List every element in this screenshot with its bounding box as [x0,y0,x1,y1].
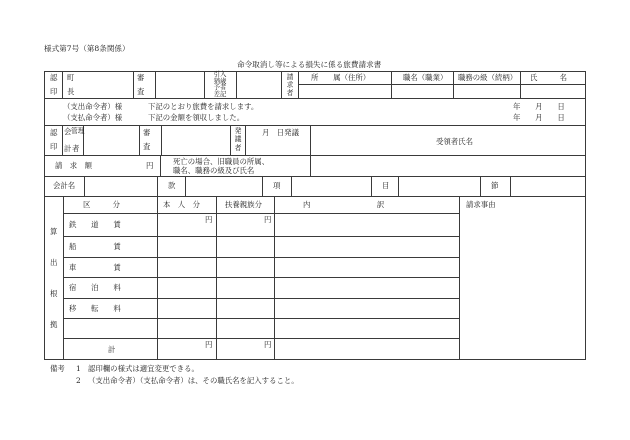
subitem-label: 目 [382,181,390,190]
self-share-yen-unit: 円 [205,215,213,224]
item-label: 項 [273,181,281,190]
row-lodging-fee: 宿 泊 料 [69,283,121,292]
approval-seal-label-top: 認 [50,73,58,82]
approval-seal-label-bottom: 印 [50,87,58,96]
town-label: 町 [67,73,75,82]
review-label-bottom-2: 査 [143,142,151,151]
claim-amount-label: 請 求 額 [55,161,92,170]
review-label-bottom: 査 [137,87,145,96]
section-label: 款 [168,181,176,190]
recipient-name-label: 受領者氏名 [436,137,473,146]
addressee-issue-officer: （支出命令者）様 [63,102,123,111]
detail-label: 節 [491,181,499,190]
total-label: 計 [108,345,116,354]
review-label-top-2: 審 [143,128,151,137]
basis-side-label-4: 拠 [50,320,58,329]
position-column-header: 職名（職業） [403,73,448,82]
breakdown-column-header: 内 訳 [303,200,385,209]
account-name-label: 会計名 [53,181,76,190]
claim-amount-unit: 円 [146,161,154,170]
basis-side-label-1: 算 [50,227,58,236]
note-2-number: 2 [76,376,81,385]
total-self-yen-unit: 円 [205,340,213,349]
row-relocation-fee: 移 転 料 [69,304,121,313]
review-label-top: 審 [137,73,145,82]
address-column-header: 所 属（住所） [311,73,371,82]
claim-reason-header: 請求事由 [466,200,496,209]
addressee-payment-officer: （支払命令者）様 [63,113,123,122]
claim-date: 年 月 日 [513,102,565,111]
basis-side-label-2: 出 [50,258,58,267]
claimant-label: 請 求 者 [286,73,294,97]
receipt-statement: 下記の金額を領収しました。 [148,113,245,122]
notes-label: 備考 [50,364,65,373]
accountant-label-bottom: 計 [64,144,72,153]
row-boat-fare: 船 賃 [69,242,121,251]
row-vehicle-fare: 車 賃 [69,263,121,272]
total-dependents-yen-unit: 円 [264,340,272,349]
dependents-column-header: 扶養親族分 [225,200,262,209]
approval-seal-label-top-2: 認 [50,128,58,137]
name-column-header: 氏 名 [530,73,567,82]
accountant-label-top: 会 [64,127,72,136]
grade-column-header: 職務の級（続柄） [458,73,518,82]
receipt-date: 年 月 日 [513,113,565,122]
note-2-text: （支出命令者）（支払命令者）は、その職氏名を記入すること。 [88,376,299,385]
form-number: 様式第7号（第8条関係） [44,44,130,53]
dependents-yen-unit: 円 [264,215,272,224]
basis-side-label-3: 根 [50,289,58,298]
issuer-label: 発 議 者 [234,127,242,152]
approval-seal-label-bottom-2: 印 [50,142,58,151]
deceased-note-line-1: 死亡の場合、旧職員の所属、 [173,157,270,166]
note-1-text: 認印欄の様式は適宜変更できる。 [88,364,199,373]
admin-label-bottom: 者 [72,144,80,153]
category-column-header: 区 分 [83,200,120,209]
self-share-column-header: 本 人 分 [163,200,200,209]
row-railway-fare: 鉄 道 賃 [69,220,121,229]
claim-statement: 下記のとおり旅費を請求します。 [148,102,259,111]
note-1-number: 1 [76,364,81,373]
issue-date-field: 月 日発議 [262,128,299,137]
form-title: 命令取消し等による損失に係る旅費請求書 [237,60,382,69]
admin-label-top: 管理 [71,127,85,135]
drawer-label: 引入 猶歳 予者 差記 [213,70,227,98]
chief-label: 長 [67,87,75,96]
deceased-note-line-2: 職名、職務の級及び氏名 [173,166,255,175]
